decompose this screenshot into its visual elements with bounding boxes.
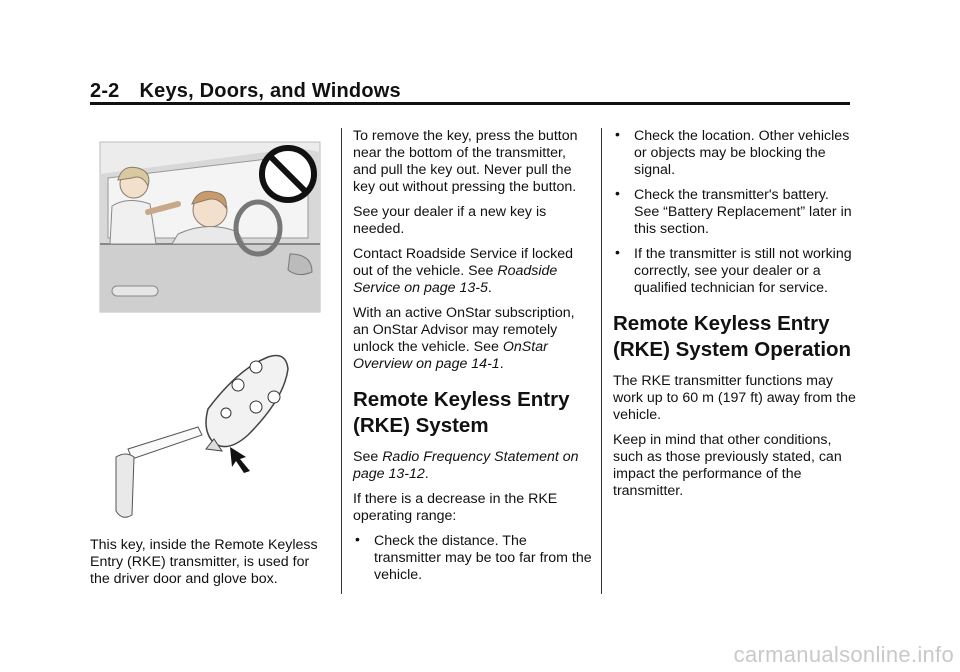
- figure-caption: This key, inside the Remote Keyless Entry (RKE) transmitter, is used for the driver door and glove box.: [90, 537, 318, 587]
- page-number: 2-2: [90, 80, 120, 102]
- bullet-location: • Check the location. Other vehicles or objects may be blocking the signal.: [615, 126, 850, 178]
- onstar-reference-link[interactable]: OnStar Overview on page 14-1: [353, 339, 548, 372]
- paragraph-roadside: Contact Roadside Service if locked out of the vehicle. See Roadside Service on page 13-5.: [353, 246, 574, 296]
- bullet-marker: •: [615, 185, 620, 201]
- paragraph-remove-key: To remove the key, press the button near the bottom of the transmitter, and pull the key out. Never pull the key out without pressing the button.: [353, 128, 578, 195]
- column-divider-2: [601, 128, 602, 594]
- bullet-service: • If the transmitter is still not working correctly, see your dealer or a qualified technician for service.: [615, 244, 852, 296]
- bullet-marker: •: [615, 126, 620, 142]
- watermark: carmanualsonline.info: [733, 642, 954, 667]
- bullet-distance: • Check the distance. The transmitter may be too far from the vehicle.: [355, 531, 592, 583]
- bullet-marker: •: [615, 244, 620, 260]
- column-divider-1: [341, 128, 342, 594]
- column-2: [353, 128, 593, 592]
- column-3: [613, 128, 858, 508]
- heading-rke-operation: Remote Keyless Entry (RKE) System Operation: [613, 312, 852, 361]
- paragraph-conditions: Keep in mind that other conditions, such as those previously stated, can impact the performance of the transmitter.: [613, 432, 842, 499]
- paragraph-range-decrease: If there is a decrease in the RKE operating range:: [353, 491, 558, 524]
- children-in-car-illustration: [100, 142, 320, 312]
- key-fob-illustration: [116, 356, 288, 518]
- paragraph-range: The RKE transmitter functions may work up to 60 m (197 ft) away from the vehicle.: [613, 373, 856, 423]
- paragraph-radio-frequency: See Radio Frequency Statement on page 13-12.: [353, 449, 579, 482]
- page-header: [90, 80, 401, 103]
- bullet-battery: • Check the transmitter's battery. See “Battery Replacement” later in this section.: [615, 185, 852, 237]
- header-rule: [90, 102, 850, 105]
- rke-illustration: [98, 134, 333, 529]
- paragraph-onstar: With an active OnStar subscription, an OnStar Advisor may remotely unlock the vehicle. See OnStar Overview on page 14-1.: [353, 305, 575, 372]
- section-title: Keys, Doors, and Windows: [139, 80, 401, 102]
- bullet-marker: •: [355, 531, 360, 547]
- heading-rke-system: Remote Keyless Entry (RKE) System: [353, 388, 570, 437]
- paragraph-new-key: See your dealer if a new key is needed.: [353, 204, 547, 237]
- radio-frequency-reference-link[interactable]: Radio Frequency Statement on page 13-12: [353, 449, 579, 482]
- roadside-reference-link[interactable]: Roadside Service on page 13-5: [353, 263, 558, 296]
